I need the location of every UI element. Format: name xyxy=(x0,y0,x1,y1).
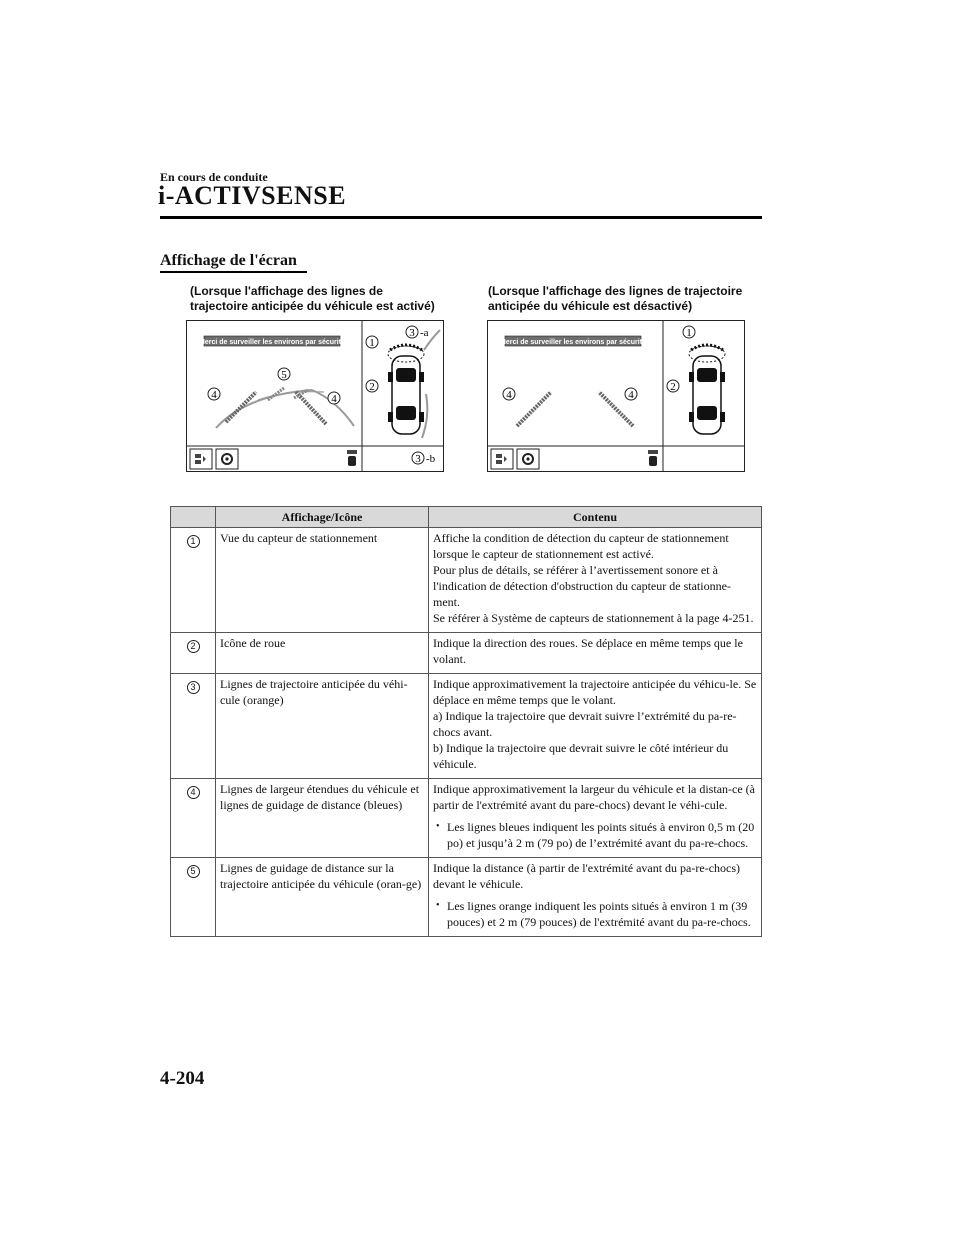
warning-banner-text: Merci de surveiller les environs par sécurité xyxy=(199,339,345,346)
bullet-item: • Les lignes bleues indiquent les points situés à environ 0,5 m (20 po) et jusqu’à 2 m (79 po) de l’extrémité avant du pa-re-chocs. xyxy=(433,819,757,851)
row-label: Vue du capteur de stationnement xyxy=(216,528,429,633)
row-number-badge: 4 xyxy=(187,786,200,799)
callout-1-right: 1 xyxy=(686,327,692,339)
callout-1-left: 1 xyxy=(369,337,375,349)
left-caption-line-1: (Lorsque l'affichage des lignes de xyxy=(190,284,383,298)
row-number-badge: 1 xyxy=(187,535,200,548)
row-content: Indique la direction des roues. Se déplace en même temps que le volant. xyxy=(429,633,762,674)
row-content: Indique la distance (à partir de l'extrémité avant du pa-re-chocs) devant le véhicule. • Les lignes orange indiquent les points situés à environ 1 m (39 pouces) et 2 m (79 pouces) de l'extrémité avant du pa-re-chocs. xyxy=(429,858,762,937)
row-content: Indique approximativement la trajectoire anticipée du véhicu-le. Se déplace en même temps que le volant. a) Indique la trajectoire que devrait suivre l’extrémité du pa-re-chocs avant. b) Indique la trajectoire que devrait suivre le côté intérieur du véhicule. xyxy=(429,674,762,779)
left-caption-line-2: trajectoire anticipée du véhicule est activé) xyxy=(190,299,435,313)
warning-banner-text: Merci de surveiller les environs par sécurité xyxy=(500,339,646,346)
callout-5: 5 xyxy=(281,369,287,381)
table-row xyxy=(171,528,762,633)
callout-3b-suffix: -b xyxy=(426,453,436,465)
row-number-badge: 3 xyxy=(187,681,200,694)
screen-trajectory-on xyxy=(186,320,444,472)
header-blank xyxy=(171,507,216,528)
screen-trajectory-off xyxy=(487,320,745,472)
left-figure-caption xyxy=(190,284,450,314)
table-row xyxy=(171,633,762,674)
callout-3b: 3 xyxy=(415,453,421,465)
row-content: Indique approximativement la largeur du véhicule et la distan-ce (à partir de l'extrémité avant du pare-chocs) devant le véhi-cule. • Les lignes bleues indiquent les points situés à environ 0,5 m (20 po) et jusqu’à 2 m (79 po) de l’extrémité avant du pa-re-chocs. xyxy=(429,779,762,858)
header-display-icon: Affichage/Icône xyxy=(216,507,429,528)
subheading-underline xyxy=(160,271,307,273)
right-figure-caption xyxy=(488,284,768,314)
camera-switch-icon[interactable] xyxy=(491,449,513,469)
callout-4-left: 4 xyxy=(211,389,217,401)
callout-3a: 3 xyxy=(409,327,415,339)
right-caption-line-1: (Lorsque l'affichage des lignes de trajectoire xyxy=(488,284,743,298)
table-header-row xyxy=(171,507,762,528)
row-label: Icône de roue xyxy=(216,633,429,674)
callout-2-left: 2 xyxy=(369,381,375,393)
table-row xyxy=(171,779,762,858)
content-table xyxy=(170,506,762,937)
callout-4-right: 4 xyxy=(331,393,337,405)
parking-sensor-icon[interactable] xyxy=(648,450,658,466)
row-label: Lignes de guidage de distance sur la trajectoire anticipée du véhicule (oran-ge) xyxy=(216,858,429,937)
row-content: Affiche la condition de détection du capteur de stationnement lorsque le capteur de stationnement est activé. Pour plus de détails, se référer à l’avertissement sonore et à l'indication de détection d'obstruction du capteur de stationne-ment. Se référer à Système de capteurs de stationnement à la page 4-251. xyxy=(429,528,762,633)
chapter-title: i-ACTIVSENSE xyxy=(158,181,347,210)
sensor-view-car xyxy=(693,356,721,434)
row-label: Lignes de largeur étendues du véhicule et lignes de guidage de distance (bleues) xyxy=(216,779,429,858)
section-label: En cours de conduite xyxy=(160,170,268,184)
header-content: Contenu xyxy=(429,507,762,528)
callout-2-right: 2 xyxy=(670,381,676,393)
table-row xyxy=(171,858,762,937)
subheading: Affichage de l'écran xyxy=(160,252,297,269)
right-caption-line-2: anticipée du véhicule est désactivé) xyxy=(488,299,693,313)
header-rule xyxy=(160,216,762,219)
callout-4-left: 4 xyxy=(506,389,512,401)
camera-switch-icon[interactable] xyxy=(190,449,212,469)
callout-3a-suffix: -a xyxy=(420,327,429,339)
table-row xyxy=(171,674,762,779)
row-label: Lignes de trajectoire anticipée du véhi-cule (orange) xyxy=(216,674,429,779)
bullet-item: • Les lignes orange indiquent les points situés à environ 1 m (39 pouces) et 2 m (79 pouces) de l'extrémité avant du pa-re-chocs. xyxy=(433,898,757,930)
parking-sensor-icon[interactable] xyxy=(347,450,357,466)
page-number: 4-204 xyxy=(160,1068,205,1089)
sensor-view-car xyxy=(392,356,420,434)
callout-4-right: 4 xyxy=(628,389,634,401)
row-number-badge: 2 xyxy=(187,640,200,653)
row-number-badge: 5 xyxy=(187,865,200,878)
